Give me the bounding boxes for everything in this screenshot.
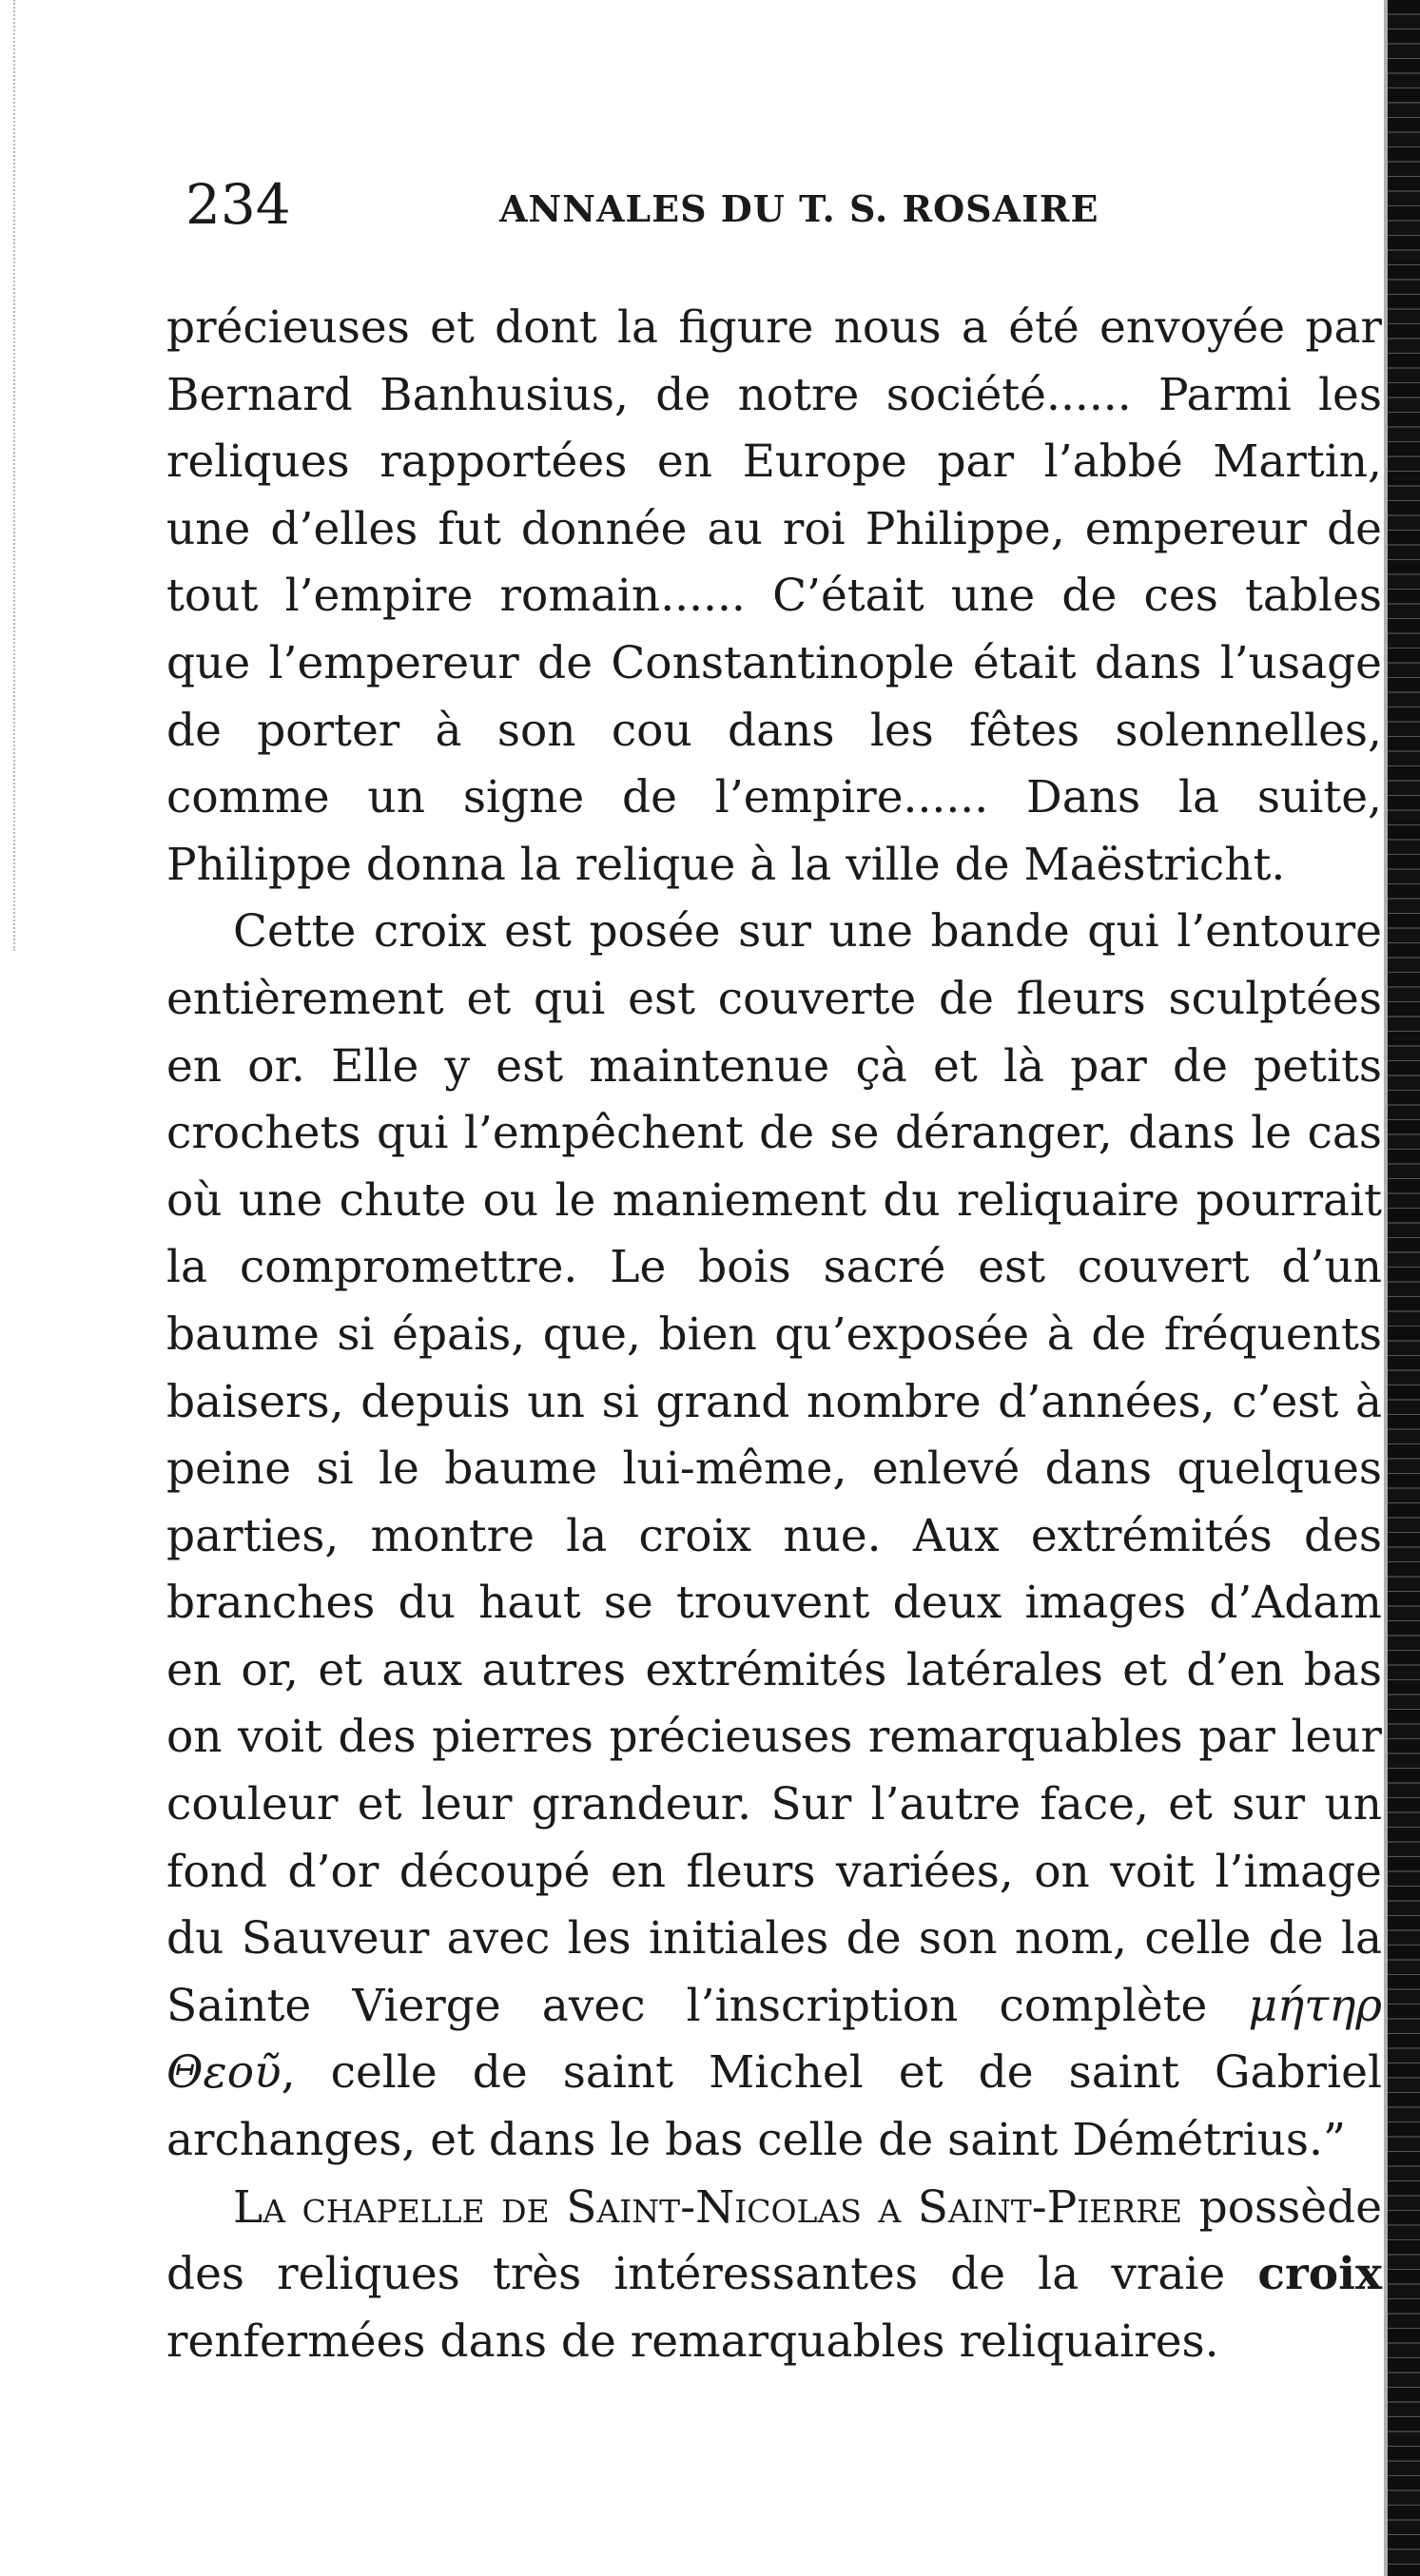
paragraph-2-text-a: Cette croix est posée sur une bande qui l’entoure entièrement et qui est couverte de fleurs sculptées en or. Elle y est maintenue çà et là par de petits crochets qui l’empêchent de se déranger, dans le cas où une chute ou le maniement du reliquaire pourrait la compromettre. Le bois sacré est couvert d’un baume si épais, que, bien qu’exposée à de fréquents baisers, depuis un si grand nombre d’années, c’est à peine si le baume lui-même, enlevé dans quelques parties, montre la croix nue. Aux extrémités des branches du haut se trouvent deux images d’Adam en or, et aux autres extrémités latérales et d’en bas on voit des pierres précieuses remarquables par leur couleur et leur grandeur. Sur l’autre face, et sur un fond d’or découpé en fleurs variées, on voit l’image du Sauveur avec les initiales de son nom, celle de la Sainte Vierge avec l’inscription complète [166, 905, 1382, 2032]
paragraph-3-text-b: renfermées dans de remarquables reliquaires. [166, 2315, 1219, 2368]
running-title: ANNALES DU T. S. ROSAIRE [499, 187, 1099, 230]
paragraph-3 [166, 2175, 1382, 2376]
paragraph-3-text-a: possède des reliques très intéressantes de la vraie [166, 2180, 1383, 2301]
bold-word-croix: croix [1257, 2248, 1382, 2301]
margin-scan-marks [13, 0, 21, 951]
chapel-name-smallcaps: La chapelle de Saint-Nicolas a Saint-Pierre [233, 2180, 1183, 2234]
paragraph-2 [166, 899, 1382, 2174]
paragraph-1: précieuses et dont la figure nous a été envoyée par Bernard Banhusius, de notre société...... Parmi les reliques rapportées en Europe par l’abbé Martin, une d’elles fut donnée au roi Philippe, empereur de tout l’empire romain...... C’était une de ces tables que l’empereur de Constantinople était dans l’usage de porter à son cou dans les fêtes solennelles, comme un signe de l’empire...... Dans la suite, Philippe donna la relique à la ville de Maëstricht. [166, 301, 1382, 891]
binding-edge [1388, 0, 1420, 2576]
body-text [166, 295, 1382, 2375]
page-header [185, 171, 1384, 247]
page-number: 234 [185, 172, 291, 237]
greek-inscription: μήτηρ Θεοῦ [166, 1979, 1382, 2100]
paragraph-2-text-b: , celle de saint Michel et de saint Gabriel archanges, et dans le bas celle de saint Démétrius.” [166, 2046, 1382, 2167]
